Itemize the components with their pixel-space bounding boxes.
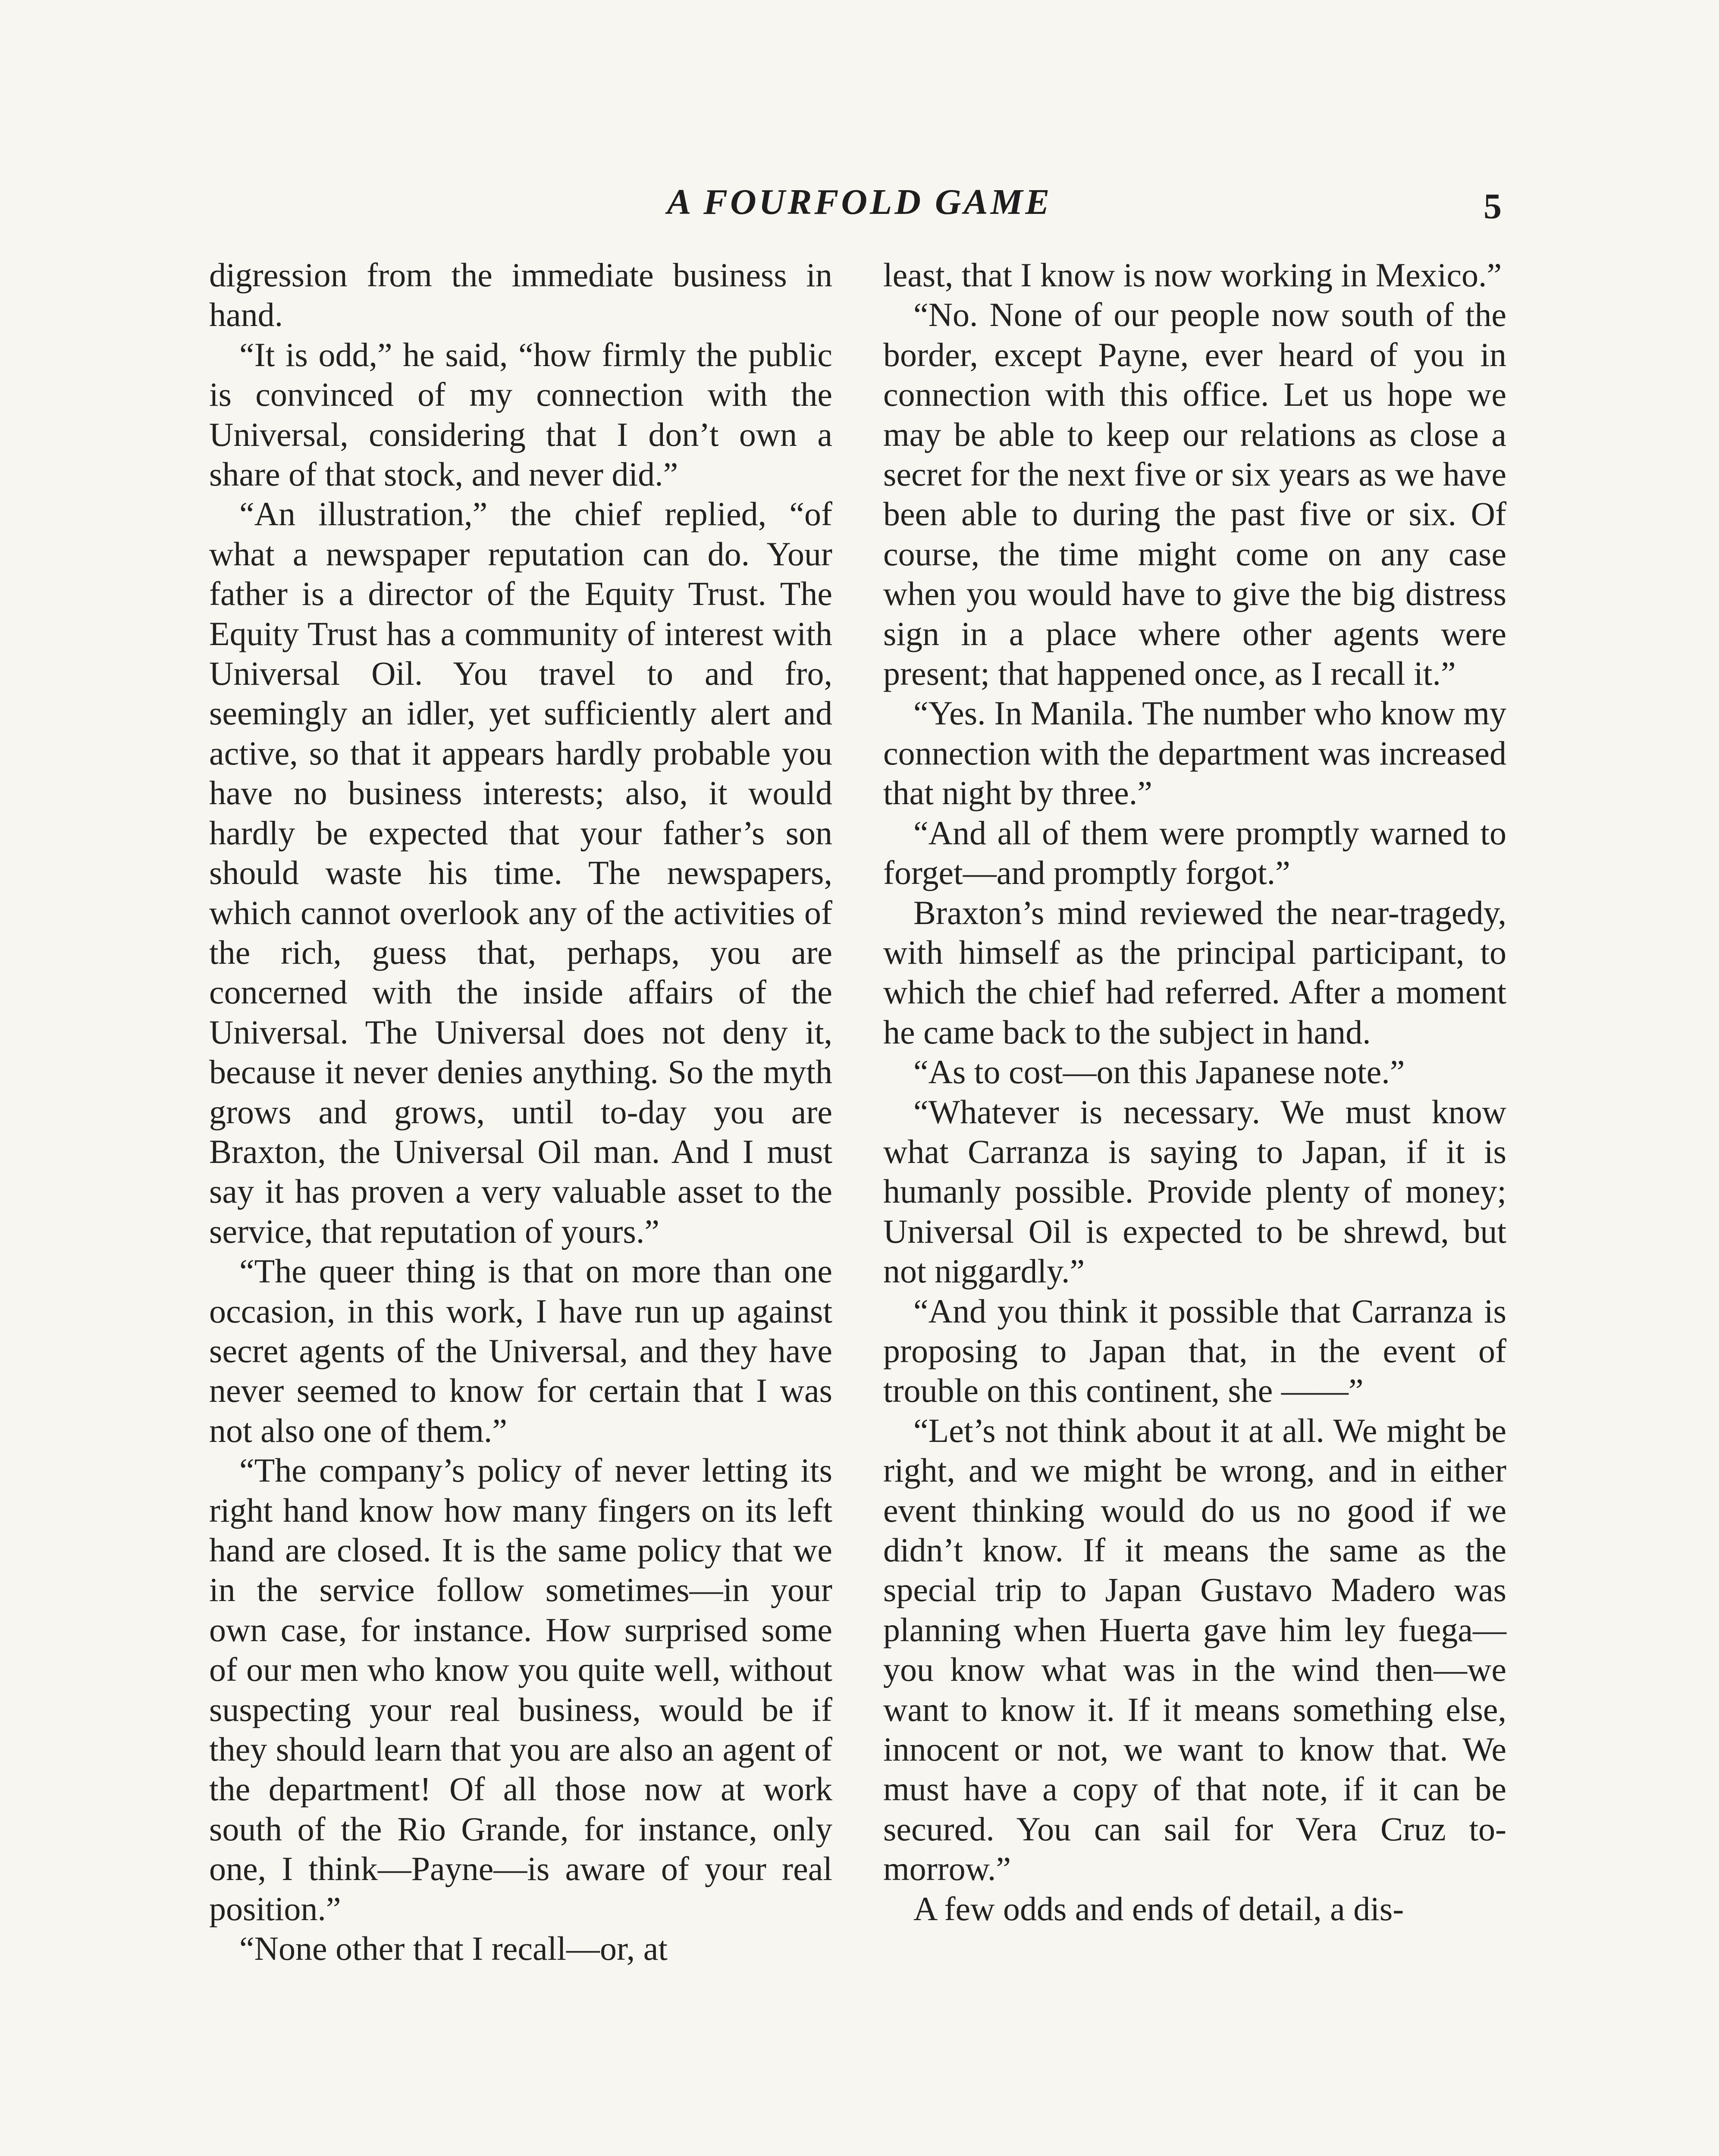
- paragraph: “The company’s policy of never letting its right hand know how many fingers on its left hand are closed. It is the same policy that we in the service follow sometimes—in your own case, for instance. How surprised some of our men who know you quite well, without suspecting your real business, would be if they should learn that you are also an agent of the department! Of all those now at work south of the Rio Grande, for instance, only one, I think—Payne—is aware of your real position.”: [209, 1451, 832, 1927]
- paragraph: “Whatever is necessary. We must know what Carranza is saying to Japan, if it is humanly possible. Provide plenty of money; Universal Oil is expected to be shrewd, but not niggardly.”: [883, 1093, 1506, 1290]
- paragraph: “It is odd,” he said, “how firmly the public is convinced of my connection with the Universal, considering that I don’t own a share of that stock, and never did.”: [209, 335, 832, 493]
- paragraph: “And you think it possible that Carranza is proposing to Japan that, in the event of trouble on this continent, she ——”: [883, 1292, 1506, 1410]
- right-column: [883, 255, 1506, 1929]
- paragraph: digression from the immediate business in hand.: [209, 256, 832, 334]
- paragraph: “As to cost—on this Japanese note.”: [913, 1053, 1405, 1091]
- paragraph: “None other that I recall—or, at: [239, 1930, 668, 1968]
- paragraph: “Yes. In Manila. The number who know my connection with the department was increased that night by three.”: [883, 694, 1506, 812]
- paragraph: A few odds and ends of detail, a dis-: [913, 1890, 1404, 1927]
- paragraph: “Let’s not think about it at all. We might be right, and we might be wrong, and in either event thinking would do us no good if we didn’t know. If it means the same as the special trip to Japan Gustavo Madero was planning when Huerta gave him ley fuega—you know what was in the wind then—we want to know it. If it means something else, innocent or not, we want to know that. We must have a copy of that note, if it can be secured. You can sail for Vera Cruz to-morrow.”: [883, 1411, 1506, 1888]
- paragraph: least, that I know is now working in Mexico.”: [883, 256, 1502, 294]
- paragraph: Braxton’s mind reviewed the near-tragedy, with himself as the principal participant, to which the chief had referred. After a moment he came back to the subject in hand.: [883, 893, 1506, 1051]
- paragraph: “An illustration,” the chief replied, “of what a newspaper reputation can do. Your father is a director of the Equity Trust. The Equity Trust has a community of interest with Universal Oil. You travel to and fro, seemingly an idler, yet sufficiently alert and active, so that it appears hardly probable you have no business interests; also, it would hardly be expected that your father’s son should waste his time. The newspapers, which cannot overlook any of the activities of the rich, guess that, perhaps, you are concerned with the inside affairs of the Universal. The Universal does not deny it, because it never denies anything. So the myth grows and grows, until to-day you are Braxton, the Universal Oil man. And I must say it has proven a very valuable asset to the service, that reputation of yours.”: [209, 495, 832, 1250]
- paragraph: “The queer thing is that on more than one occasion, in this work, I have run up against secret agents of the Universal, and they have never seemed to know for certain that I was not also one of them.”: [209, 1252, 832, 1449]
- page-number: 5: [1484, 186, 1502, 226]
- running-head: A FOURFOLD GAME: [667, 182, 1052, 222]
- paragraph: “And all of them were promptly warned to forget—and promptly forgot.”: [883, 814, 1506, 892]
- paragraph: “No. None of our people now south of the border, except Payne, ever heard of you in connection with this office. Let us hope we may be able to keep our relations as close a secret for the next five or six years as we have been able to during the past five or six. Of course, the time might come on any case when you would have to give the big distress sign in a place where other agents were present; that happened once, as I recall it.”: [883, 296, 1506, 693]
- left-column: [209, 255, 832, 1968]
